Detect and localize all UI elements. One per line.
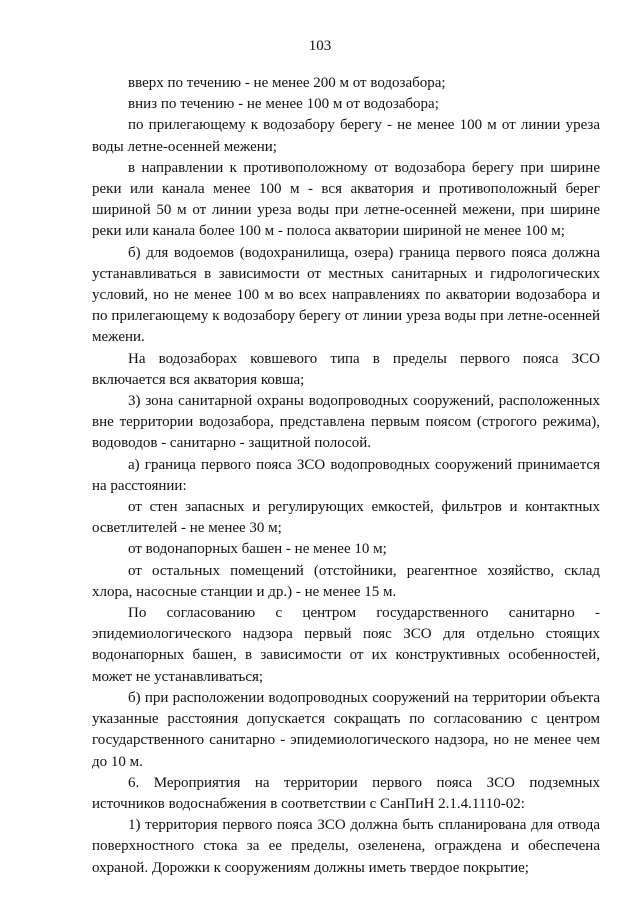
paragraph: 1) территория первого пояса ЗСО должна быть спланирована для отвода поверхностного стока за ее пределы, озеленена, ограждена и обеспечена охраной. Дорожки к сооружениям должны иметь твердое покрытие; [92, 817, 600, 876]
paragraph: б) при расположении водопроводных сооружений на территории объекта указанные расстояния допускается сокращать по согласованию с центром государственного санитарно - эпидемиологического надзора, но не менее чем до 10 м. [92, 689, 600, 770]
page-number: 103 [308, 38, 332, 54]
document-body [92, 73, 600, 879]
paragraph: 3) зона санитарной охраны водопроводных сооружений, расположенных вне территории водозабора, представлена первым поясом (строгого режима), водоводов - санитарно - защитной полосой. [92, 393, 600, 452]
paragraph: На водозаборах ковшевого типа в пределы первого пояса ЗСО включается вся акватория ковша; [92, 350, 600, 388]
paragraph: По согласованию с центром государственного санитарно - эпидемиологического надзора первый пояс ЗСО для отдельно стоящих водонапорных башен, в зависимости от их конструктивных особенностей, может не устанавливаться; [92, 605, 600, 685]
paragraph: от водонапорных башен - не менее 10 м; [128, 541, 387, 558]
paragraph: по прилегающему к водозабору берегу - не менее 100 м от линии уреза воды летне-осенней межени; [92, 117, 600, 155]
paragraph: от остальных помещений (отстойники, реагентное хозяйство, склад хлора, насосные станции и др.) - не менее 15 м. [92, 562, 600, 600]
paragraph: 6. Мероприятия на территории первого пояса ЗСО подземных источников водоснабжения в соответствии с СанПиН 2.1.4.1110-02: [92, 774, 600, 812]
paragraph: б) для водоемов (водохранилища, озера) граница первого пояса должна устанавливаться в зависимости от местных санитарных и гидрологических условий, но не менее 100 м во всех направлениях по акватории водозабора и по прилегающему к водозабору берегу от линии уреза воды при летне-осенней межени. [92, 244, 600, 346]
paragraph: в направлении к противоположному от водозабора берегу при ширине реки или канала менее 100 м - вся акватория и противоположный берег шириной 50 м от линии уреза воды при летне-осенней межени, при ширине реки или канала более 100 м - полоса акватории шириной не менее 100 м; [92, 159, 600, 240]
paragraph: вверх по течению - не менее 200 м от водозабора; [128, 75, 446, 91]
paragraph: а) граница первого пояса ЗСО водопроводных сооружений принимается на расстоянии: [92, 456, 600, 494]
paragraph: от стен запасных и регулирующих емкостей, фильтров и контактных осветлителей - не менее 30 м; [92, 499, 600, 537]
paragraph: вниз по течению - не менее 100 м от водозабора; [128, 96, 439, 113]
